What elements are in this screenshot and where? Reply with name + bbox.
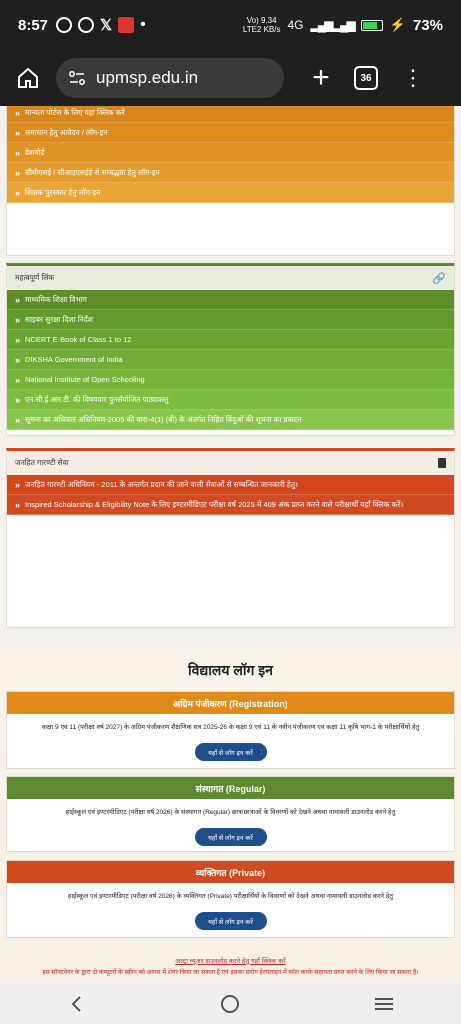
chevron-right-icon: » [15, 294, 21, 305]
registration-card [6, 691, 455, 769]
chevron-right-icon: » [15, 314, 21, 325]
top-link-label: मान्यता पोर्टल के लिए यहां क्लिक करें [25, 107, 125, 117]
important-link-2[interactable] [7, 310, 454, 330]
back-button[interactable] [57, 989, 97, 1019]
private-card-text: हाईस्कूल एवं इण्टरमीडिएट (परीक्षा वर्ष 2026) के व्यक्तिगत (Private) परीक्षार्थियों के विवरणों को देखने अथवा नामावली डाउनलोड करने हेतु [68, 893, 393, 900]
chevron-right-icon: » [15, 374, 21, 385]
top-link-5[interactable] [7, 183, 454, 203]
home-circle-icon [219, 993, 241, 1015]
school-login-title: विद्यालय लॉग इन [188, 662, 273, 678]
public-service-link-1[interactable] [7, 475, 454, 495]
important-link-6[interactable] [7, 390, 454, 410]
network-speed-top: Vo) 9.34 [246, 16, 277, 25]
important-link-1[interactable] [7, 290, 454, 310]
public-service-link-label: जनहित गारण्टी अधिनियम - 2011 के अन्तर्गत प्रदान की जाने वाली सेवाओं से सम्बन्धित जानकारी हेतु। [25, 479, 299, 489]
top-link-label: सीबीएसई / सीआइएसईई से सम्बद्धता हेतु लॉग-इन [25, 167, 160, 177]
site-settings-icon[interactable] [68, 69, 86, 87]
signal-label: 4G [287, 18, 304, 32]
important-link-label: माध्यमिक शिक्षा विभाग [25, 294, 87, 304]
battery-percent: 73% [412, 16, 443, 34]
important-link-label: साइबर सुरक्षा दिशा निर्देश [25, 314, 93, 324]
important-links-title: महत्वपूर्ण लिंक [15, 273, 55, 282]
public-service-link-2[interactable] [7, 495, 454, 515]
chevron-right-icon: » [15, 414, 21, 425]
chevron-right-icon: » [15, 127, 21, 138]
chevron-right-icon: » [15, 147, 21, 158]
public-service-header [7, 451, 454, 475]
charging-icon: ⚡ [389, 17, 406, 32]
signal-bars-icon: ▂▄▆ ▂▄▆ [310, 18, 354, 32]
important-link-7[interactable] [7, 410, 454, 430]
whatsapp-icon [78, 17, 94, 33]
registration-login-button[interactable]: यहाँ से लॉग इन करें [195, 743, 267, 761]
public-service-link-label: Inspired Scholarship & Eligibility Note के लिए इण्टरमीडिएट परीक्षा वर्ष 2025 में 409 अंक प्राप्त करने वाले परीक्षार्थी यहाँ क्लिक करें। [25, 499, 404, 509]
important-link-label: NCERT E-Book of Class 1 to 12 [25, 335, 132, 344]
status-bar [0, 0, 461, 50]
tab-switcher-button[interactable]: 36 [354, 66, 378, 90]
regular-card-heading: संस्थागत (Regular) [7, 777, 454, 799]
chevron-right-icon: » [15, 354, 21, 365]
chevron-right-icon: » [15, 334, 21, 345]
book-icon [438, 458, 446, 468]
top-link-2[interactable] [7, 123, 454, 143]
important-link-label: National Institute of Open Schooling [25, 375, 145, 384]
back-icon [69, 995, 85, 1013]
link-icon: 🔗 [432, 272, 446, 285]
address-bar[interactable] [56, 58, 284, 98]
x-icon: 𝕏 [100, 17, 113, 34]
registration-card-heading: अग्रिम पंजीकरण (Registration) [7, 692, 454, 714]
chevron-right-icon: » [15, 394, 21, 405]
public-service-title: जनहित गारण्टी सेवा [15, 458, 69, 467]
private-login-button[interactable]: यहाँ से लॉग इन करें [195, 912, 267, 930]
url-text[interactable]: upmsp.edu.in [96, 68, 199, 87]
more-menu-icon[interactable]: ⋮ [402, 65, 424, 90]
top-link-4[interactable] [7, 163, 454, 183]
top-link-label: शिक्षक पुरस्कार हेतु लॉग-इन [25, 187, 101, 197]
recents-button[interactable] [364, 989, 404, 1019]
recents-icon [374, 996, 394, 1012]
battery-icon [361, 20, 383, 31]
important-link-label: एन.सी.ई.आर.टी. की विषयवार पुनर्संयोजित पाठ्यवस्तु [25, 394, 169, 404]
registration-card-text: कक्षा 9 एवं 11 (परीक्षा वर्ष 2027) के अग्रिम पंजीकरण शैक्षणिक सत्र 2025-26 के कक्षा 9 एवं 11 के नवीन पंजीकरण एवं कक्षा 11 कृषि भाग-1 के परीक्षार्थियों हेतु [41, 724, 420, 731]
top-link-label: समाधान हेतु आवेदन / लॉग-इन [25, 127, 108, 137]
private-card [6, 860, 455, 938]
hotspot-icon [56, 17, 72, 33]
chevron-right-icon: » [15, 107, 21, 118]
important-links-panel [6, 263, 455, 436]
regular-login-button[interactable]: यहाँ से लॉग इन करें [195, 828, 267, 846]
important-link-label: सूचना का अधिकार अधिनियम-2005 की धारा-4(1) (बी) के अंतर्गत निहित बिंदुओं की सूचना का प्रकटन [25, 414, 302, 424]
app-notification-icon [118, 17, 134, 33]
home-button[interactable] [10, 60, 46, 96]
important-link-label: DIKSHA Government of India [25, 355, 123, 364]
top-link-3[interactable] [7, 143, 454, 163]
status-time: 8:57 [18, 16, 49, 34]
public-service-panel [6, 448, 455, 628]
school-login-section [0, 649, 461, 984]
home-icon [16, 66, 40, 90]
top-link-label: डेशबोर्ड [25, 147, 45, 157]
new-tab-button[interactable]: + [312, 61, 330, 94]
chevron-right-icon: » [15, 479, 21, 490]
top-links-panel [6, 106, 455, 256]
browser-toolbar [0, 50, 461, 106]
network-speed [243, 16, 281, 34]
regular-card-text: हाईस्कूल एवं इण्टरमीडिएट (परीक्षा वर्ष 2026) के संस्थागत (Regular) छात्र/छात्राओं के विवरणों को देखने अथवा नामावली डाउनलोड करने हेतु [65, 809, 396, 816]
important-links-header [7, 266, 454, 290]
top-link-1[interactable] [7, 106, 454, 123]
notification-icons [56, 16, 146, 34]
regular-card [6, 776, 455, 852]
private-card-heading: व्यक्तिगत (Private) [7, 861, 454, 883]
more-notifications-dot-icon: • [140, 16, 146, 33]
network-speed-bottom: LTE2 KB/s [242, 25, 281, 34]
important-link-3[interactable] [7, 330, 454, 350]
important-link-5[interactable] [7, 370, 454, 390]
system-nav-bar [0, 984, 461, 1024]
ultraviewer-note: इस सॉफ्टवेयर के द्वारा दो कंप्यूटरों के स्क्रीन को आपस में शेयर किया जा सकता है एवं इसका प्रयोग हेल्पलाइन में कॉल करके सहायता प्राप्त करने के लिए किया जा सकता है। [42, 969, 419, 976]
home-nav-button[interactable] [210, 989, 250, 1019]
important-link-4[interactable] [7, 350, 454, 370]
chevron-right-icon: » [15, 499, 21, 510]
page-content [0, 106, 461, 984]
chevron-right-icon: » [15, 187, 21, 198]
chevron-right-icon: » [15, 167, 21, 178]
ultraviewer-download-link[interactable]: अल्ट्रा व्यूअर डाउनलोड करने हेतु यहाँ क्लिक करें [175, 958, 286, 965]
